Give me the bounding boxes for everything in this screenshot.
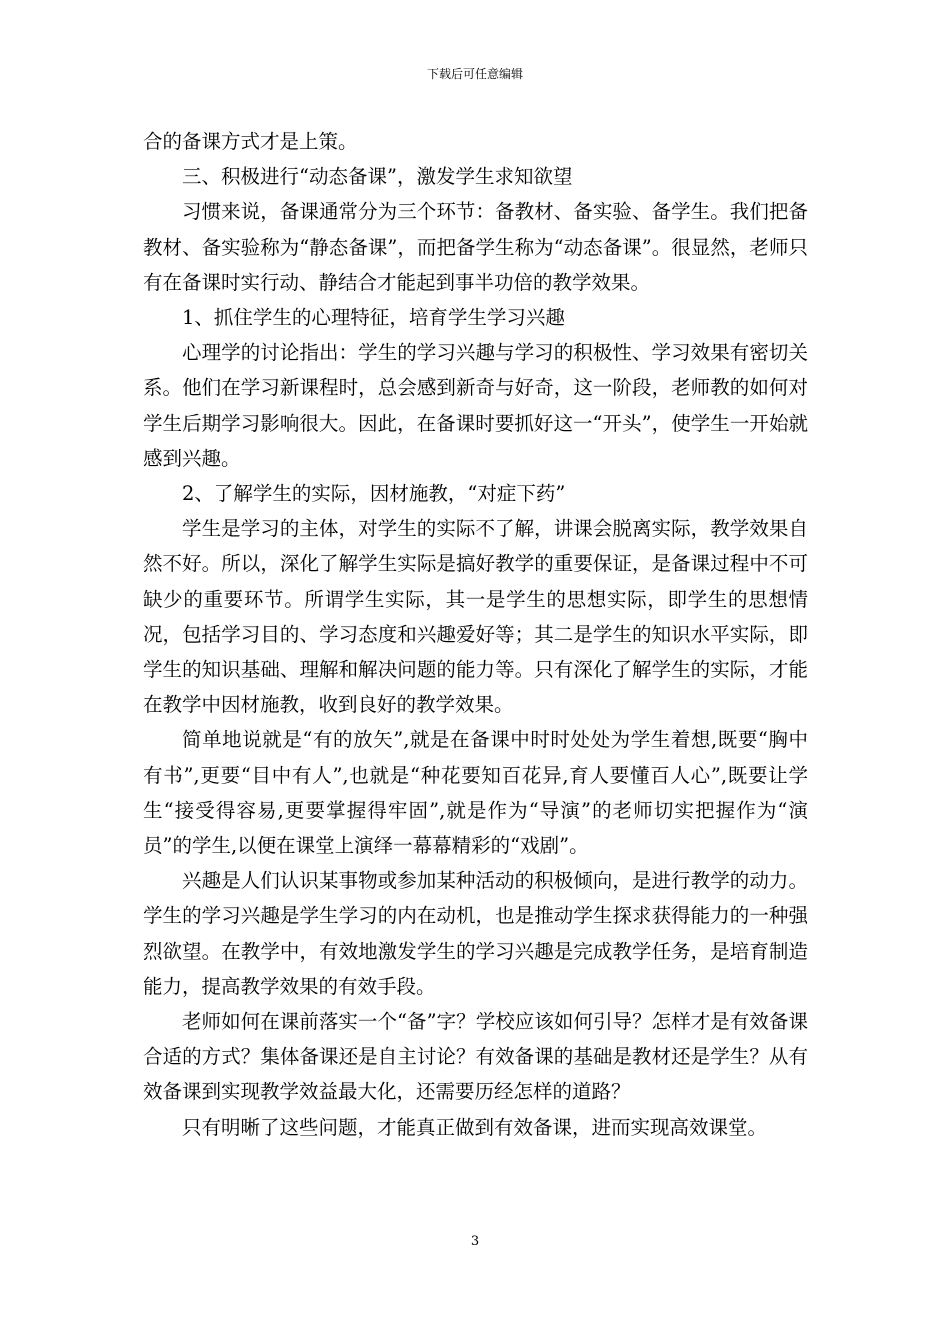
section-heading: 三、积极进行“动态备课”，激发学生求知欲望 xyxy=(182,165,573,189)
paragraph: 合的备课方式才是上策。 xyxy=(143,130,358,153)
paragraph: 只有明晰了这些问题，才能真正做到有效备课，进而实现高效课堂。 xyxy=(182,1115,768,1139)
paragraph: 心理学的讨论指出：学生的学习兴趣与学习的积极性、学习效果有密切关系。他们在学习新课程时，总会感到新奇与好奇，这一阶段，老师教的如何对学生后期学习影响很大。因此，在备课时要抓好这一“开头”，使学生一开始就感到兴趣。 xyxy=(143,341,808,470)
page-number: 3 xyxy=(470,1234,480,1249)
paragraph: 老师如何在课前落实一个“备”字？学校应该如何引导？怎样才是有效备课合适的方式？集体备课还是自主讨论？有效备课的基础是教材还是学生？从有效备课到实现教学效益最大化，还需要历经怎样的道路？ xyxy=(143,1010,808,1104)
document-body xyxy=(143,124,808,1145)
paragraph: 习惯来说，备课通常分为三个环节：备教材、备实验、备学生。我们把备教材、备实验称为“静态备课”，而把备学生称为“动态备课”。很显然，老师只有在备课时实行动、静结合才能起到事半功倍的教学效果。 xyxy=(143,200,808,294)
paragraph: 学生是学习的主体，对学生的实际不了解，讲课会脱离实际，教学效果自然不好。所以，深化了解学生实际是搞好教学的重要保证，是备课过程中不可缺少的重要环节。所谓学生实际，其一是学生的思想实际，即学生的思想情况，包括学习目的、学习态度和兴趣爱好等；其二是学生的知识水平实际，即学生的知识基础、理解和解决问题的能力等。只有深化了解学生的实际，才能在教学中因材施教，收到良好的教学效果。 xyxy=(143,517,808,717)
subsection-heading: 1、抓住学生的心理特征，培育学生学习兴趣 xyxy=(182,306,565,330)
page-header: 下载后可任意编辑 xyxy=(426,67,523,81)
subsection-heading: 2、了解学生的实际，因材施教，“对症下药” xyxy=(182,482,566,506)
paragraph: 兴趣是人们认识某事物或参加某种活动的积极倾向，是进行教学的动力。学生的学习兴趣是学生学习的内在动机，也是推动学生探求获得能力的一种强烈欲望。在教学中，有效地激发学生的学习兴趣是完成教学任务，是培育制造能力，提高教学效果的有效手段。 xyxy=(143,869,808,998)
paragraph: 简单地说就是“有的放矢”,就是在备课中时时处处为学生着想,既要“胸中有书”,更要“目中有人”,也就是“种花要知百花异,育人要懂百人心”,既要让学生“接受得容易,更要掌握得牢固”,就是作为“导演”的老师切实把握作为“演员”的学生,以便在课堂上演绎一幕幕精彩的“戏剧”。 xyxy=(143,728,808,858)
